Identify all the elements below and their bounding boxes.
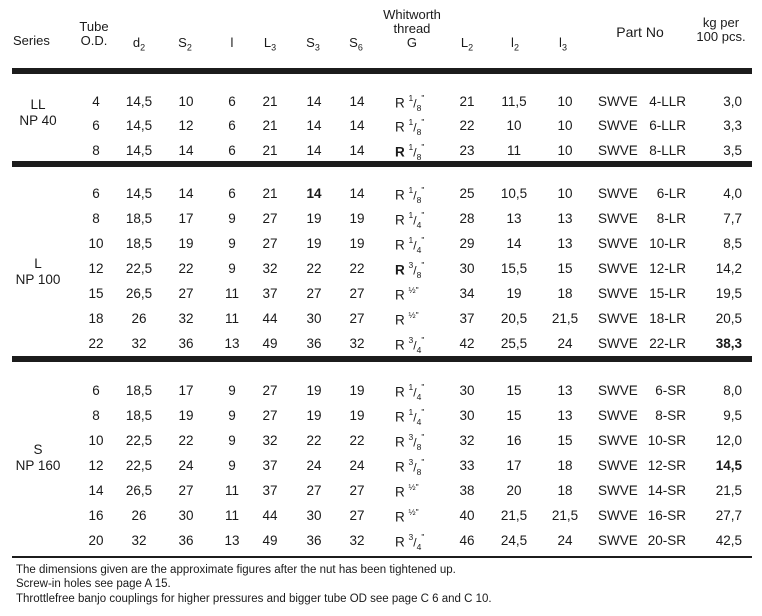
cell-thread: R $^1/_4^"$ [395, 407, 425, 428]
cell-L3: 27 [262, 383, 278, 398]
cell-part-code: 20-SR [647, 533, 686, 548]
cell-s2: 10 [178, 94, 194, 109]
cell-tube-od: 22 [88, 336, 104, 351]
cell-L3: 27 [262, 236, 278, 251]
cell-L3: 44 [262, 311, 278, 326]
cell-tube-od: 14 [88, 483, 104, 498]
cell-part-code: 6-LLR [649, 118, 686, 133]
cell-l2: 15 [506, 408, 522, 423]
series-label: L NP 100 [15, 256, 61, 287]
cell-s2: 27 [178, 286, 194, 301]
cell-L3: 49 [262, 533, 278, 548]
cell-l3: 13 [557, 408, 573, 423]
cell-kg: 3,0 [723, 94, 742, 109]
header-S3: $S_3$ [306, 35, 320, 53]
cell-L3: 21 [262, 143, 278, 158]
cell-L2: 46 [459, 533, 475, 548]
cell-l: 11 [224, 311, 240, 326]
cell-l: 9 [228, 458, 236, 473]
cell-S6: 27 [349, 286, 365, 301]
cell-L3: 21 [262, 186, 278, 201]
cell-kg: 14,5 [715, 458, 742, 473]
cell-L2: 37 [459, 311, 475, 326]
footnote-2: Screw-in holes see page A 15. [16, 578, 171, 590]
cell-tube-od: 6 [92, 383, 100, 398]
cell-kg: 8,5 [723, 236, 742, 251]
cell-thread: R $^3/_8^"$ [395, 457, 425, 478]
footnote-1: The dimensions given are the approximate figures after the nut has been tightened up. [16, 564, 456, 576]
cell-thread: R $^3/_4^"$ [395, 335, 425, 356]
cell-S3: 30 [306, 311, 322, 326]
cell-tube-od: 18 [88, 311, 104, 326]
header-kg-per-100: kg per 100 pcs. [696, 15, 746, 44]
cell-d2: 18,5 [125, 408, 153, 423]
cell-l: 6 [228, 94, 236, 109]
cell-l: 9 [228, 383, 236, 398]
header-l2: $l_2$ [511, 35, 519, 53]
cell-s2: 19 [178, 408, 194, 423]
cell-l2: 25,5 [500, 336, 528, 351]
cell-kg: 19,5 [715, 286, 742, 301]
cell-part-prefix: SWVE [598, 408, 638, 423]
cell-part-code: 6-SR [655, 383, 686, 398]
cell-d2: 22,5 [125, 261, 153, 276]
cell-L2: 22 [459, 118, 475, 133]
cell-part-prefix: SWVE [598, 236, 638, 251]
cell-tube-od: 8 [92, 211, 100, 226]
cell-L2: 42 [459, 336, 475, 351]
cell-part-code: 15-LR [649, 286, 686, 301]
cell-S3: 24 [306, 458, 322, 473]
cell-kg: 20,5 [715, 311, 742, 326]
cell-l2: 24,5 [500, 533, 528, 548]
cell-d2: 22,5 [125, 433, 153, 448]
cell-d2: 26,5 [125, 483, 153, 498]
cell-L2: 21 [459, 94, 475, 109]
cell-S3: 14 [306, 118, 322, 133]
cell-S3: 14 [306, 186, 322, 201]
cell-L2: 23 [459, 143, 475, 158]
footnote-3: Throttlefree banjo couplings for higher pressures and bigger tube OD see page C 6 and C 10. [16, 593, 492, 605]
cell-thread: R $^1/_8^"$ [395, 93, 425, 114]
divider-3 [12, 356, 752, 362]
cell-L2: 32 [459, 433, 475, 448]
cell-S3: 19 [306, 211, 322, 226]
cell-L2: 38 [459, 483, 475, 498]
cell-s2: 32 [178, 311, 194, 326]
cell-S6: 19 [349, 408, 365, 423]
cell-l: 9 [228, 236, 236, 251]
cell-tube-od: 10 [88, 236, 104, 251]
cell-thread: R $^3/_8^"$ [395, 260, 425, 281]
cell-L2: 25 [459, 186, 475, 201]
cell-s2: 17 [178, 211, 194, 226]
cell-S6: 27 [349, 483, 365, 498]
cell-l3: 18 [557, 483, 573, 498]
cell-l2: 17 [506, 458, 522, 473]
cell-d2: 26 [131, 311, 147, 326]
cell-L3: 44 [262, 508, 278, 523]
cell-L3: 37 [262, 483, 278, 498]
cell-S6: 14 [349, 94, 365, 109]
cell-L3: 21 [262, 94, 278, 109]
cell-S3: 19 [306, 383, 322, 398]
cell-tube-od: 15 [88, 286, 104, 301]
cell-thread: R $^{\frac{1}{2}"}$ [395, 482, 419, 500]
header-series: Series [13, 33, 50, 48]
cell-l2: 15 [506, 383, 522, 398]
cell-kg: 38,3 [715, 336, 742, 351]
cell-S3: 19 [306, 236, 322, 251]
cell-l3: 10 [557, 94, 573, 109]
cell-S6: 19 [349, 236, 365, 251]
cell-L2: 29 [459, 236, 475, 251]
cell-S3: 19 [306, 408, 322, 423]
cell-part-prefix: SWVE [598, 94, 638, 109]
cell-l: 6 [228, 186, 236, 201]
series-label: LL NP 40 [19, 97, 57, 128]
cell-thread: R $^1/_4^"$ [395, 382, 425, 403]
cell-kg: 27,7 [715, 508, 742, 523]
cell-kg: 21,5 [715, 483, 742, 498]
cell-S6: 24 [349, 458, 365, 473]
divider-bottom [12, 556, 752, 558]
cell-l2: 21,5 [500, 508, 528, 523]
cell-S6: 32 [349, 336, 365, 351]
cell-l3: 10 [557, 118, 573, 133]
cell-d2: 14,5 [125, 94, 153, 109]
cell-part-prefix: SWVE [598, 311, 638, 326]
header-tube-od: Tube O.D. [79, 19, 109, 48]
cell-part-code: 8-LR [656, 211, 686, 226]
cell-l: 9 [228, 408, 236, 423]
cell-thread: R $^1/_8^"$ [395, 142, 425, 163]
cell-S6: 19 [349, 383, 365, 398]
cell-s2: 19 [178, 236, 194, 251]
cell-kg: 3,5 [723, 143, 742, 158]
cell-l: 11 [224, 508, 240, 523]
cell-s2: 24 [178, 458, 194, 473]
cell-l2: 16 [506, 433, 522, 448]
cell-d2: 18,5 [125, 211, 153, 226]
cell-l3: 13 [557, 211, 573, 226]
header-S6: $S_6$ [349, 35, 363, 53]
cell-l3: 24 [557, 336, 573, 351]
header-L2: $L_2$ [460, 35, 474, 53]
cell-l3: 24 [557, 533, 573, 548]
cell-l2: 20,5 [500, 311, 528, 326]
cell-part-code: 8-LLR [649, 143, 686, 158]
cell-tube-od: 8 [92, 143, 100, 158]
cell-tube-od: 6 [92, 186, 100, 201]
cell-S6: 27 [349, 508, 365, 523]
cell-l: 6 [228, 118, 236, 133]
cell-L3: 32 [262, 261, 278, 276]
cell-L2: 40 [459, 508, 475, 523]
cell-part-prefix: SWVE [598, 458, 638, 473]
cell-d2: 32 [131, 533, 147, 548]
cell-L3: 37 [262, 286, 278, 301]
header-d2: $d_2$ [132, 35, 146, 53]
cell-part-prefix: SWVE [598, 143, 638, 158]
cell-L3: 21 [262, 118, 278, 133]
cell-part-code: 4-LLR [649, 94, 686, 109]
cell-part-prefix: SWVE [598, 433, 638, 448]
cell-thread: R $^1/_4^"$ [395, 210, 425, 231]
cell-part-prefix: SWVE [598, 383, 638, 398]
cell-tube-od: 10 [88, 433, 104, 448]
cell-S6: 14 [349, 186, 365, 201]
cell-thread: R $^3/_4^"$ [395, 532, 425, 553]
cell-part-code: 16-SR [647, 508, 686, 523]
cell-d2: 18,5 [125, 383, 153, 398]
cell-l2: 13 [506, 211, 522, 226]
cell-S6: 22 [349, 261, 365, 276]
cell-l3: 10 [557, 186, 573, 201]
cell-S3: 14 [306, 143, 322, 158]
cell-part-prefix: SWVE [598, 186, 638, 201]
cell-L2: 34 [459, 286, 475, 301]
cell-s2: 14 [178, 143, 194, 158]
cell-S3: 14 [306, 94, 322, 109]
cell-tube-od: 8 [92, 408, 100, 423]
cell-l3: 15 [557, 261, 573, 276]
cell-part-code: 8-SR [655, 408, 686, 423]
cell-l3: 21,5 [551, 311, 579, 326]
cell-l2: 19 [506, 286, 522, 301]
cell-part-code: 6-LR [656, 186, 686, 201]
header-l: l [230, 35, 234, 50]
cell-d2: 14,5 [125, 186, 153, 201]
cell-S3: 27 [306, 286, 322, 301]
cell-part-code: 12-SR [647, 458, 686, 473]
cell-L3: 27 [262, 408, 278, 423]
series-label: S NP 160 [15, 442, 61, 473]
header-s2: $S_2$ [178, 35, 192, 53]
cell-l: 11 [224, 483, 240, 498]
cell-l2: 11 [506, 143, 522, 158]
cell-l2: 10,5 [500, 186, 528, 201]
cell-l3: 18 [557, 286, 573, 301]
cell-thread: R $^{\frac{1}{2}"}$ [395, 285, 419, 303]
cell-l: 9 [228, 261, 236, 276]
cell-d2: 14,5 [125, 118, 153, 133]
divider-2 [12, 161, 752, 167]
cell-part-code: 10-SR [647, 433, 686, 448]
cell-part-code: 14-SR [647, 483, 686, 498]
cell-l3: 18 [557, 458, 573, 473]
cell-part-prefix: SWVE [598, 336, 638, 351]
cell-kg: 7,7 [723, 211, 742, 226]
cell-s2: 22 [178, 433, 194, 448]
cell-s2: 12 [178, 118, 194, 133]
cell-d2: 22,5 [125, 458, 153, 473]
cell-tube-od: 6 [92, 118, 100, 133]
cell-part-prefix: SWVE [598, 118, 638, 133]
cell-part-prefix: SWVE [598, 508, 638, 523]
cell-d2: 26,5 [125, 286, 153, 301]
cell-d2: 26 [131, 508, 147, 523]
cell-tube-od: 16 [88, 508, 104, 523]
cell-s2: 30 [178, 508, 194, 523]
cell-d2: 14,5 [125, 143, 153, 158]
cell-kg: 4,0 [723, 186, 742, 201]
cell-kg: 9,5 [723, 408, 742, 423]
divider-top [12, 68, 752, 74]
cell-thread: R $^{\frac{1}{2}"}$ [395, 507, 419, 525]
cell-l: 6 [228, 143, 236, 158]
cell-l2: 10 [506, 118, 522, 133]
cell-L2: 33 [459, 458, 475, 473]
cell-l2: 15,5 [500, 261, 528, 276]
cell-part-code: 12-LR [649, 261, 686, 276]
cell-l: 13 [224, 533, 240, 548]
cell-part-prefix: SWVE [598, 261, 638, 276]
cell-s2: 14 [178, 186, 194, 201]
cell-L3: 32 [262, 433, 278, 448]
header-L3: $L_3$ [263, 35, 277, 53]
cell-thread: R $^{\frac{1}{2}"}$ [395, 310, 419, 328]
cell-kg: 3,3 [723, 118, 742, 133]
cell-l: 9 [228, 211, 236, 226]
cell-l3: 10 [557, 143, 573, 158]
cell-S6: 22 [349, 433, 365, 448]
cell-kg: 42,5 [715, 533, 742, 548]
cell-l3: 13 [557, 236, 573, 251]
cell-l3: 21,5 [551, 508, 579, 523]
cell-part-prefix: SWVE [598, 483, 638, 498]
cell-L3: 37 [262, 458, 278, 473]
cell-s2: 36 [178, 336, 194, 351]
cell-thread: R $^1/_8^"$ [395, 185, 425, 206]
cell-L2: 30 [459, 261, 475, 276]
cell-thread: R $^1/_4^"$ [395, 235, 425, 256]
cell-L3: 27 [262, 211, 278, 226]
cell-s2: 27 [178, 483, 194, 498]
cell-l2: 11,5 [501, 94, 527, 109]
header-l3: $l_3$ [559, 35, 567, 53]
cell-thread: R $^3/_8^"$ [395, 432, 425, 453]
cell-l3: 13 [557, 383, 573, 398]
header-thread: Whitworth thread G [383, 7, 441, 50]
cell-kg: 14,2 [715, 261, 742, 276]
cell-d2: 18,5 [125, 236, 153, 251]
cell-L2: 30 [459, 408, 475, 423]
cell-tube-od: 4 [92, 94, 100, 109]
cell-s2: 22 [178, 261, 194, 276]
cell-L3: 49 [262, 336, 278, 351]
cell-S6: 27 [349, 311, 365, 326]
cell-d2: 32 [131, 336, 147, 351]
cell-part-prefix: SWVE [598, 211, 638, 226]
cell-thread: R $^1/_8^"$ [395, 117, 425, 138]
cell-l3: 15 [557, 433, 573, 448]
cell-S6: 14 [349, 118, 365, 133]
cell-S3: 22 [306, 433, 322, 448]
cell-S6: 14 [349, 143, 365, 158]
cell-kg: 12,0 [715, 433, 742, 448]
cell-part-code: 22-LR [649, 336, 686, 351]
cell-l: 9 [228, 433, 236, 448]
cell-S3: 30 [306, 508, 322, 523]
cell-part-prefix: SWVE [598, 286, 638, 301]
cell-l2: 14 [506, 236, 522, 251]
cell-S6: 32 [349, 533, 365, 548]
cell-l2: 20 [506, 483, 522, 498]
cell-s2: 36 [178, 533, 194, 548]
cell-l: 13 [224, 336, 240, 351]
cell-S3: 36 [306, 336, 322, 351]
cell-part-code: 10-LR [649, 236, 686, 251]
cell-S6: 19 [349, 211, 365, 226]
cell-L2: 28 [459, 211, 475, 226]
cell-S3: 36 [306, 533, 322, 548]
cell-L2: 30 [459, 383, 475, 398]
cell-part-prefix: SWVE [598, 533, 638, 548]
cell-s2: 17 [178, 383, 194, 398]
cell-S3: 22 [306, 261, 322, 276]
cell-S3: 27 [306, 483, 322, 498]
cell-tube-od: 20 [88, 533, 104, 548]
cell-kg: 8,0 [723, 383, 742, 398]
cell-tube-od: 12 [88, 458, 104, 473]
header-part-no: Part No [616, 24, 664, 40]
cell-l: 11 [224, 286, 240, 301]
cell-part-code: 18-LR [649, 311, 686, 326]
cell-tube-od: 12 [88, 261, 104, 276]
